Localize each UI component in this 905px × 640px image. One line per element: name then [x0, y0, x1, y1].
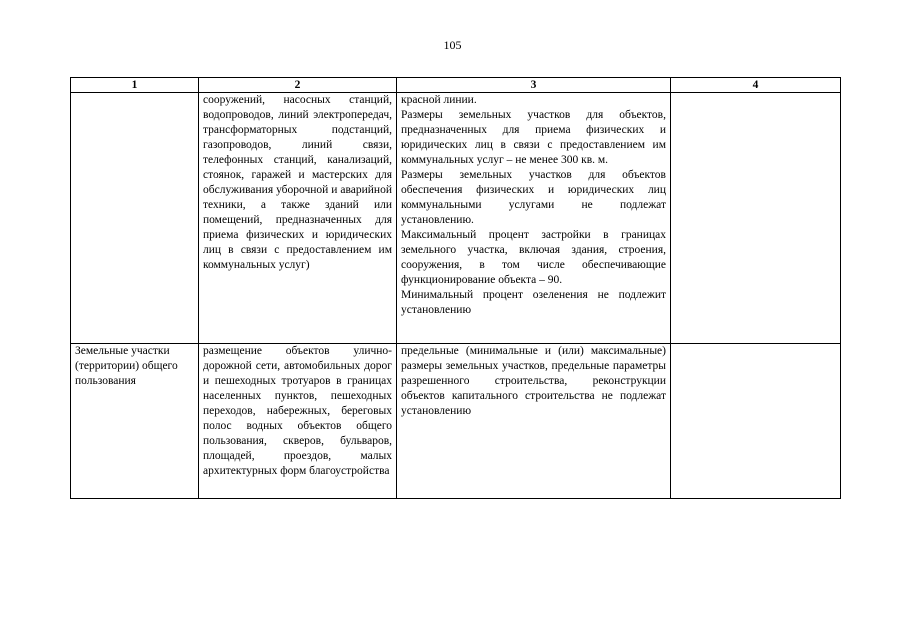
land-use-regulation-table — [70, 77, 841, 499]
row1-land-plot-type-cell — [71, 93, 199, 344]
row2-land-plot-type-cell: Земельные участки (территории) общего пользования — [71, 344, 199, 499]
table-row — [71, 344, 841, 499]
header-col-1: 1 — [71, 78, 199, 93]
row1-param-paragraph: Минимальный процент озеленения не подлежит установлению — [401, 289, 666, 316]
row2-permitted-use-cell: размещение объектов улично-дорожной сети, автомобильных дорог и пешеходных тротуаров в границах населенных пунктов, пешеходных переходов, набережных, береговых полос водных объектов общего пользования, скверов, бульваров, площадей, проездов, малых архитектурных форм благоустройства — [199, 344, 397, 499]
row2-param-paragraph: предельные (минимальные и (или) максимальные) размеры земельных участков, предельные параметры разрешенного строительства, реконструкции объектов капитального строительства не подлежат установлению — [401, 345, 666, 417]
row1-parameters-cell — [397, 93, 671, 344]
row1-param-paragraph: Максимальный процент застройки в границах земельного участка, включая здания, строения, сооружения, в том числе обеспечивающие функционирование объекта – 90. — [401, 229, 666, 286]
header-row — [71, 78, 841, 93]
page-number: 105 — [443, 38, 462, 52]
row2-parameters-cell — [397, 344, 671, 499]
row1-param-paragraph: красной линии. — [401, 94, 477, 106]
row1-param-paragraph: Размеры земельных участков для объектов, предназначенных для приема физических и юридических лиц в связи с предоставлением им коммунальных услуг – не менее 300 кв. м. — [401, 109, 666, 166]
row1-permitted-use-cell: сооружений, насосных станций, водопроводов, линий электропередач, трансформаторных подстанций, газопроводов, линий связи, телефонных станций, канализаций, стоянок, гаражей и мастерских для обслуживания уборочной и аварийной техники, а также зданий или помещений, предназначенных для приема физических и юридических лиц в связи с предоставлением им коммунальных услуг) — [199, 93, 397, 344]
row1-restrictions-cell — [671, 93, 841, 344]
row1-param-paragraph: Размеры земельных участков для объектов обеспечения физических и юридических лиц коммунальными услугами не подлежат установлению. — [401, 169, 666, 226]
header-col-3: 3 — [397, 78, 671, 93]
table-header — [71, 78, 841, 93]
row2-restrictions-cell — [671, 344, 841, 499]
header-col-2: 2 — [199, 78, 397, 93]
header-col-4: 4 — [671, 78, 841, 93]
table-row — [71, 93, 841, 344]
